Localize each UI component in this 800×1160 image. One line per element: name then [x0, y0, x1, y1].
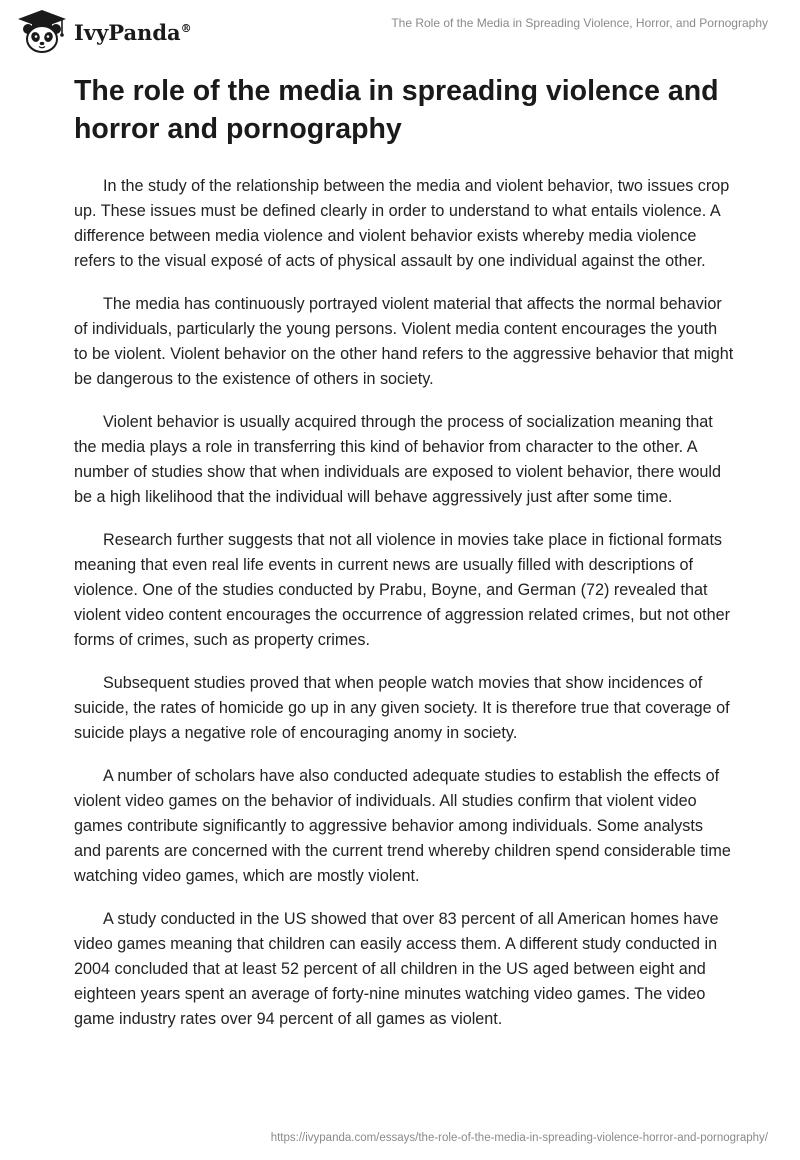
paragraph-1: In the study of the relationship between the media and violent behavior, two issues crop up. These issues must be defined clearly in order to understand to what entails violence. A difference between media violence and violent behavior exists whereby media violence refers to the visual exposé of acts of physical assault by one individual against the other. [74, 177, 730, 270]
logo-name: IvyPanda [74, 19, 181, 45]
panda-graduate-icon [14, 8, 70, 54]
logo-wordmark [74, 20, 192, 45]
source-url-link[interactable]: https://ivypanda.com/essays/the-role-of-the-media-in-spreading-violence-horror-and-pornography/ [270, 1132, 768, 1144]
paragraph-4: Research further suggests that not all violence in movies take place in fictional formats meaning that even real life events in current news are usually filled with descriptions of violence. One of the studies conducted by Prabu, Boyne, and German (72) revealed that violent video content encourages the occurrence of aggression related crimes, but not other forms of crimes, such as property crimes. [74, 531, 730, 649]
paragraph-7: A study conducted in the US showed that over 83 percent of all American homes have video games meaning that children can easily access them. A different study conducted in 2004 concluded that at least 52 percent of all children in the US aged between eight and eighteen years spent an average of forty-nine minutes watching video games. The video game industry rates over 94 percent of all games as violent. [74, 910, 719, 1028]
registered-mark: ® [180, 21, 192, 35]
page-title: The role of the media in spreading violence and horror and pornography [74, 75, 719, 145]
article-body [74, 174, 734, 1050]
running-title: The Role of the Media in Spreading Violence, Horror, and Pornography [391, 16, 768, 30]
paragraph-3: Violent behavior is usually acquired through the process of socialization meaning that the media plays a role in transferring this kind of behavior from character to the other. A number of studies show that when individuals are exposed to violent behavior, there would be a high likelihood that the individual will behave aggressively just after some time. [74, 413, 721, 506]
ivypanda-logo[interactable] [14, 8, 192, 54]
paragraph-5: Subsequent studies proved that when people watch movies that show incidences of suicide, the rates of homicide go up in any given society. It is therefore true that coverage of suicide plays a negative role of encouraging anomy in society. [74, 674, 730, 742]
paragraph-6: A number of scholars have also conducted adequate studies to establish the effects of violent video games on the behavior of individuals. All studies confirm that violent video games contribute significantly to aggressive behavior among individuals. Some analysts and parents are concerned with the current trend whereby children spend considerable time watching video games, which are mostly violent. [74, 767, 731, 885]
paragraph-2: The media has continuously portrayed violent material that affects the normal behavior of individuals, particularly the young persons. Violent media content encourages the youth to be violent. Violent behavior on the other hand refers to the aggressive behavior that might be dangerous to the existence of others in society. [74, 295, 734, 388]
page-header [0, 0, 800, 60]
